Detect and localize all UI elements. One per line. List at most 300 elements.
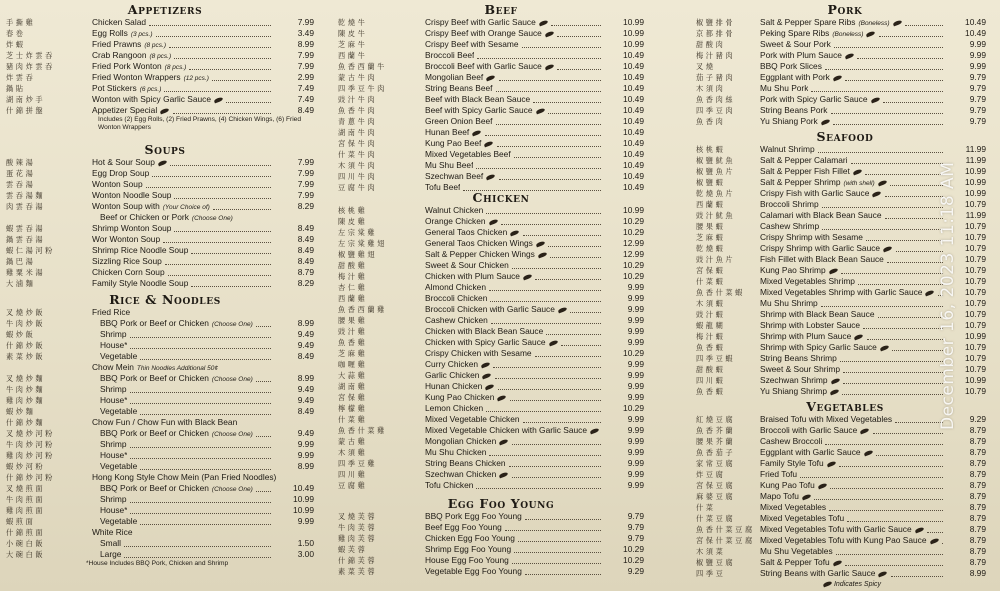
item-name: Cashew Shrimp xyxy=(760,221,820,231)
pepper-icon xyxy=(535,107,544,114)
item-price: 10.49 xyxy=(623,83,644,93)
dot-leader xyxy=(514,157,601,158)
item-name-group xyxy=(425,138,493,149)
item-name: Pork with Plum Sauce xyxy=(760,50,842,60)
item-price: 8.99 xyxy=(297,373,314,383)
chinese-name: 炸蝦 xyxy=(6,40,26,49)
item-name: Pot Stickers xyxy=(92,83,137,93)
appetizers-heading: Appetizers xyxy=(127,2,203,17)
chinese-name: 湖南雞 xyxy=(338,382,368,391)
item-name-group xyxy=(760,166,862,177)
chinese-name: 蝦龍糊 xyxy=(696,321,726,330)
menu-item xyxy=(0,50,330,61)
chinese-name: 什錦芙蓉 xyxy=(338,556,378,565)
item-name-group xyxy=(92,168,149,179)
chinese-name: 梅汁豬肉 xyxy=(696,51,736,60)
item-name-group xyxy=(425,414,520,425)
item-price: 10.99 xyxy=(965,188,986,198)
item-name-group xyxy=(92,417,237,428)
item-name: House* xyxy=(100,395,128,405)
dot-leader xyxy=(887,262,943,263)
menu-item xyxy=(690,447,1000,458)
chinese-name: 什錦炒麵 xyxy=(6,418,46,427)
item-name-group xyxy=(425,315,488,326)
pepper-icon xyxy=(852,168,861,175)
pepper-icon xyxy=(929,537,938,544)
menu-item xyxy=(338,238,664,249)
menu-item xyxy=(338,555,664,566)
chinese-name: 西蘭蝦 xyxy=(696,200,726,209)
menu-item xyxy=(0,527,330,538)
dot-leader xyxy=(256,436,271,437)
item-name-group xyxy=(92,472,276,483)
pepper-icon xyxy=(472,129,481,136)
menu-item xyxy=(0,245,330,256)
dot-leader xyxy=(525,519,601,520)
item-name: Mongolian Beef xyxy=(425,72,484,82)
menu-item xyxy=(690,524,1000,535)
pepper-icon xyxy=(866,30,875,37)
item-name-group xyxy=(760,254,884,265)
chinese-name: 叉燒炒飯 xyxy=(6,308,46,317)
item-name-group xyxy=(425,28,554,39)
item-name-group xyxy=(92,94,223,105)
item-price: 8.99 xyxy=(297,318,314,328)
photo-timestamp: December 16, 2023 11:18 AM xyxy=(938,161,958,430)
item-name-group xyxy=(760,502,826,513)
item-name: Chow Mein xyxy=(92,362,134,372)
item-name-group xyxy=(92,245,188,256)
chinese-name: 木須菜 xyxy=(696,547,726,556)
chinese-name: 叉燒 xyxy=(696,62,716,71)
dot-leader xyxy=(130,513,271,514)
menu-item xyxy=(690,72,1000,83)
chinese-name: 陳皮牛 xyxy=(338,29,368,38)
item-name: House* xyxy=(100,340,128,350)
item-name-group xyxy=(760,364,840,375)
item-name: Shrimp with Spicy Garlic Sauce xyxy=(760,342,877,352)
item-name-group xyxy=(760,199,819,210)
item-name-group xyxy=(92,157,167,168)
chinese-name: 甜酸蝦 xyxy=(696,365,726,374)
menu-item xyxy=(0,168,330,179)
chinese-name: 四川蝦 xyxy=(696,376,726,385)
item-name: Chicken Corn Soup xyxy=(92,267,165,277)
chinese-name: 豉汁魷魚 xyxy=(696,211,736,220)
item-price: 10.79 xyxy=(965,221,986,231)
menu-item xyxy=(0,278,330,289)
dot-leader xyxy=(189,69,271,70)
item-name: Crispy Fish with Garlic Sauce xyxy=(760,188,870,198)
dot-leader xyxy=(486,411,601,412)
dot-leader xyxy=(829,510,943,511)
pepper-icon xyxy=(557,306,566,313)
item-name: Shrimp xyxy=(100,329,127,339)
item-name: Mixed Vegetables Tofu with Kung Pao Sauce xyxy=(760,535,927,545)
item-price: 10.79 xyxy=(965,309,986,319)
dot-leader xyxy=(879,36,943,37)
item-name: Mixed Vegetables Tofu with Garlic Sauce xyxy=(760,524,912,534)
item-name-group xyxy=(760,557,842,568)
item-note: (Boneless) xyxy=(832,31,864,38)
item-price: 8.49 xyxy=(297,245,314,255)
seafood-heading: Seafood xyxy=(816,129,874,144)
menu-item xyxy=(0,318,330,329)
dot-leader xyxy=(883,102,943,103)
menu-item xyxy=(690,50,1000,61)
item-price: 9.49 xyxy=(297,340,314,350)
dot-leader xyxy=(493,367,601,368)
dot-leader xyxy=(811,91,943,92)
menu-item xyxy=(338,458,664,469)
item-price: 9.49 xyxy=(297,384,314,394)
item-name-group xyxy=(760,309,875,320)
item-name: Large xyxy=(100,549,122,559)
item-name-group xyxy=(760,480,827,491)
chinese-name: 小碗白飯 xyxy=(6,539,46,548)
dot-leader xyxy=(256,326,271,327)
item-price: 9.99 xyxy=(627,370,644,380)
menu-item xyxy=(0,417,330,428)
item-name-group xyxy=(760,447,873,458)
item-name-group xyxy=(425,359,490,370)
menu-item xyxy=(0,428,330,439)
item-name-group xyxy=(425,227,519,238)
soups-section xyxy=(0,142,330,289)
dot-leader xyxy=(130,403,271,404)
menu-item xyxy=(338,282,664,293)
item-price: 10.79 xyxy=(965,342,986,352)
item-price: 8.79 xyxy=(969,447,986,457)
item-price: 10.99 xyxy=(293,494,314,504)
item-name: General Taos Chicken xyxy=(425,227,508,237)
egg-foo-young-heading: Egg Foo Young xyxy=(447,496,555,511)
item-price: 10.79 xyxy=(965,265,986,275)
item-name: Sizzling Rice Soup xyxy=(92,256,162,266)
item-price: 7.99 xyxy=(297,157,314,167)
item-name: Vegetable Egg Foo Young xyxy=(425,566,522,576)
chinese-name: 蝦雲吞湯 xyxy=(6,224,46,233)
item-name-group xyxy=(760,243,892,254)
item-name: Beef with Black Bean Sauce xyxy=(425,94,531,104)
item-name-group xyxy=(92,105,169,116)
pepper-icon xyxy=(548,339,557,346)
item-name: Mixed Vegetable Chicken xyxy=(425,414,520,424)
item-name: General Taos Chicken Wings xyxy=(425,238,533,248)
dot-leader xyxy=(486,213,601,214)
dot-leader xyxy=(865,174,943,175)
item-name: Mu Shu Chicken xyxy=(425,447,487,457)
dot-leader xyxy=(146,187,271,188)
menu-item xyxy=(338,425,664,436)
dot-leader xyxy=(485,135,601,136)
item-name: Mu Shu Pork xyxy=(760,83,809,93)
item-note: (6 pcs.) xyxy=(139,86,162,93)
item-name-group xyxy=(92,307,130,318)
item-name-group xyxy=(760,232,863,243)
item-name: Egg Rolls xyxy=(92,28,128,38)
pepper-icon xyxy=(523,273,532,280)
dot-leader xyxy=(876,455,943,456)
menu-item xyxy=(338,249,664,260)
menu-item xyxy=(690,535,1000,546)
pepper-icon xyxy=(830,377,839,384)
item-name: Mixed Vegetables Shrimp xyxy=(760,276,855,286)
item-name: Hunan Chicken xyxy=(425,381,483,391)
item-note: (Choose One) xyxy=(191,215,233,222)
item-name-group xyxy=(425,105,545,116)
dot-leader xyxy=(535,356,601,357)
chinese-name: 芝麻蝦 xyxy=(696,233,726,242)
item-name-group xyxy=(92,461,137,472)
item-name-group xyxy=(760,386,839,397)
chinese-name: 雞粟米湯 xyxy=(6,268,46,277)
item-price: 8.49 xyxy=(297,234,314,244)
menu-item xyxy=(690,105,1000,116)
item-name: Shrimp Egg Foo Young xyxy=(425,544,512,554)
pepper-icon xyxy=(870,96,879,103)
menu-item xyxy=(338,205,664,216)
item-name: Wonton Soup with xyxy=(92,201,160,211)
dot-leader xyxy=(557,69,601,70)
chinese-name: 鍋貼 xyxy=(6,84,26,93)
item-price: 9.99 xyxy=(627,436,644,446)
item-price: 9.49 xyxy=(297,395,314,405)
dot-leader xyxy=(843,383,943,384)
dot-leader xyxy=(896,251,943,252)
chinese-name: 芝士炸雲吞 xyxy=(6,51,55,60)
menu-item xyxy=(0,234,330,245)
menu-item xyxy=(338,326,664,337)
menu-item xyxy=(0,395,330,406)
dot-leader xyxy=(168,275,271,276)
menu-item xyxy=(0,39,330,50)
item-name-group xyxy=(760,116,830,127)
item-name: Orange Chicken xyxy=(425,216,486,226)
item-name: Vegetable xyxy=(100,461,138,471)
item-name: String Beans Beef xyxy=(425,83,493,93)
item-name: String Beans with Garlic Sauce xyxy=(760,568,876,578)
chinese-name: 乾燒牛 xyxy=(338,18,368,27)
dot-leader xyxy=(476,168,601,169)
dot-leader xyxy=(512,563,601,564)
dot-leader xyxy=(163,242,271,243)
item-name: Braised Tofu with Mixed Vegetables xyxy=(760,414,893,424)
item-name-group xyxy=(760,94,880,105)
chinese-name: 大滷麵 xyxy=(6,279,36,288)
item-price: 10.79 xyxy=(965,364,986,374)
item-name: Crab Rangoon xyxy=(92,50,147,60)
item-name: Broccoli Chicken with Garlic Sauce xyxy=(425,304,555,314)
item-price: 7.99 xyxy=(297,168,314,178)
dot-leader xyxy=(523,422,601,423)
item-name: Hong Kong Style Chow Mein (Pan Fried Noodles) xyxy=(92,472,277,482)
item-note: (8 pcs.) xyxy=(149,53,172,60)
chinese-name: 四季豆牛肉 xyxy=(338,84,387,93)
item-price: 12.99 xyxy=(623,238,644,248)
menu-item xyxy=(338,83,664,94)
item-name: Wonton with Spicy Garlic Sauce xyxy=(92,94,212,104)
item-name-group xyxy=(92,527,133,538)
item-price: 9.99 xyxy=(297,450,314,460)
item-name-group xyxy=(425,480,473,491)
dot-leader xyxy=(885,196,943,197)
item-price: 10.99 xyxy=(965,375,986,385)
menu-item xyxy=(338,447,664,458)
pepper-icon xyxy=(499,438,508,445)
dot-leader xyxy=(866,240,943,241)
menu-item xyxy=(690,94,1000,105)
chinese-name: 乾燒魚片 xyxy=(696,189,736,198)
item-name: Mixed Vegetables Tofu xyxy=(760,513,845,523)
chinese-name: 魚香肉 xyxy=(696,117,726,126)
dot-leader xyxy=(550,257,601,258)
menu-item xyxy=(338,271,664,282)
dot-leader xyxy=(130,502,271,503)
dot-leader xyxy=(845,565,943,566)
menu-item xyxy=(338,511,664,522)
menu-item xyxy=(338,28,664,39)
item-name: Kung Pao Shrimp xyxy=(760,265,826,275)
item-price: 8.79 xyxy=(969,535,986,545)
chinese-name: 甜酸肉 xyxy=(696,40,726,49)
chinese-name: 魚香肉絲 xyxy=(696,95,736,104)
item-name: Broccoli Chicken xyxy=(425,293,488,303)
chinese-name: 木須蝦 xyxy=(696,299,726,308)
item-price: 8.79 xyxy=(969,480,986,490)
menu-item xyxy=(338,392,664,403)
item-name: Salt & Pepper Chicken Wings xyxy=(425,249,535,259)
item-name-group xyxy=(425,127,481,138)
pepper-icon xyxy=(823,581,833,588)
item-name-group xyxy=(760,342,889,353)
dot-leader xyxy=(821,306,943,307)
item-price: 9.99 xyxy=(627,304,644,314)
menu-item xyxy=(0,494,330,505)
chinese-name: 檸檬雞 xyxy=(338,404,368,413)
item-name-group xyxy=(425,282,486,293)
chinese-name: 魚香西蘭雞 xyxy=(338,305,387,314)
pepper-icon xyxy=(157,159,166,166)
item-price: 8.49 xyxy=(297,105,314,115)
dot-leader xyxy=(942,543,943,544)
item-name: Shrimp with Lobster Sauce xyxy=(760,320,861,330)
pepper-icon xyxy=(544,30,553,37)
dot-leader xyxy=(226,102,271,103)
item-price: 8.79 xyxy=(969,524,986,534)
item-name: Family Style Noodle Soup xyxy=(92,278,189,288)
item-name: Wor Wonton Soup xyxy=(92,234,161,244)
chinese-name: 茄子豬肉 xyxy=(696,73,736,82)
dot-leader xyxy=(814,499,943,500)
chinese-name: 什菜雞 xyxy=(338,415,368,424)
item-note: (Choose One) xyxy=(211,321,253,328)
pepper-icon xyxy=(892,19,901,26)
item-name: Shrimp xyxy=(100,494,127,504)
item-price: 9.99 xyxy=(297,439,314,449)
item-name: Egg Drop Soup xyxy=(92,168,150,178)
chinese-name: 四季豆肉 xyxy=(696,106,736,115)
item-price: 10.29 xyxy=(623,403,644,413)
menu-item xyxy=(338,61,664,72)
item-name: Broccoli with Garlic Sauce xyxy=(760,425,858,435)
item-price: 1.50 xyxy=(297,538,314,548)
item-note: (8 pcs.) xyxy=(144,42,167,49)
pepper-icon xyxy=(544,63,553,70)
chinese-name: 魚香蝦 xyxy=(696,387,726,396)
pepper-icon xyxy=(832,74,841,81)
menu-item xyxy=(338,116,664,127)
dot-leader xyxy=(523,235,601,236)
item-name: BBQ Pork or Beef or Chicken xyxy=(100,318,209,328)
dot-leader xyxy=(546,334,601,335)
dot-leader xyxy=(518,541,601,542)
item-price: 8.99 xyxy=(969,568,986,578)
item-price: 8.99 xyxy=(297,39,314,49)
item-name: House* xyxy=(100,450,128,460)
chinese-name: 湖南牛肉 xyxy=(338,128,378,137)
dot-leader xyxy=(830,488,943,489)
dot-leader xyxy=(822,207,943,208)
item-name-group xyxy=(92,179,143,190)
item-price: 9.99 xyxy=(627,458,644,468)
chinese-name: 腰果雞 xyxy=(338,316,368,325)
item-name-group xyxy=(760,276,855,287)
chinese-name: 咖喱雞 xyxy=(338,360,368,369)
chinese-name: 宮保雞 xyxy=(338,393,368,402)
chinese-name: 叉燒炒河粉 xyxy=(6,429,55,438)
dot-leader xyxy=(843,372,943,373)
item-name-group xyxy=(425,72,495,83)
chinese-name: 大碗白飯 xyxy=(6,550,46,559)
item-price: 10.29 xyxy=(623,227,644,237)
item-name-group xyxy=(425,17,548,28)
beef-heading: Beef xyxy=(484,2,518,17)
menu-item xyxy=(690,469,1000,480)
chinese-name: 什菜蝦 xyxy=(696,277,726,286)
item-price: 10.49 xyxy=(293,483,314,493)
dot-leader xyxy=(152,176,271,177)
item-name: Crispy Shrimp with Sesame xyxy=(760,232,863,242)
chinese-name: 牛肉炒飯 xyxy=(6,319,46,328)
menu-item xyxy=(338,403,664,414)
chinese-name: 雞肉煎面 xyxy=(6,506,46,515)
item-name-group xyxy=(92,256,162,267)
item-name: Curry Chicken xyxy=(425,359,479,369)
item-price: 9.99 xyxy=(627,326,644,336)
item-name: Salt & Pepper Shrimp xyxy=(760,177,841,187)
pepper-icon xyxy=(535,240,544,247)
item-name-group xyxy=(760,436,822,447)
item-note: (8 pcs.) xyxy=(164,64,187,71)
menu-item xyxy=(338,160,664,171)
item-name: Mu Shu Vegetables xyxy=(760,546,833,556)
item-name-group xyxy=(425,94,530,105)
menu-item xyxy=(338,544,664,555)
item-name: Sweet & Sour Shrimp xyxy=(760,364,841,374)
item-price: 9.79 xyxy=(969,94,986,104)
dot-leader xyxy=(514,552,601,553)
dot-leader xyxy=(522,47,601,48)
item-price: 10.99 xyxy=(965,331,986,341)
item-name-group xyxy=(425,83,493,94)
item-name: Appetizer Special xyxy=(92,105,158,115)
item-name: String Beans Pork xyxy=(760,105,828,115)
dot-leader xyxy=(570,312,601,313)
menu-item xyxy=(338,260,664,271)
dot-leader xyxy=(130,392,271,393)
chinese-name: 椒鹽魚片 xyxy=(696,167,736,176)
